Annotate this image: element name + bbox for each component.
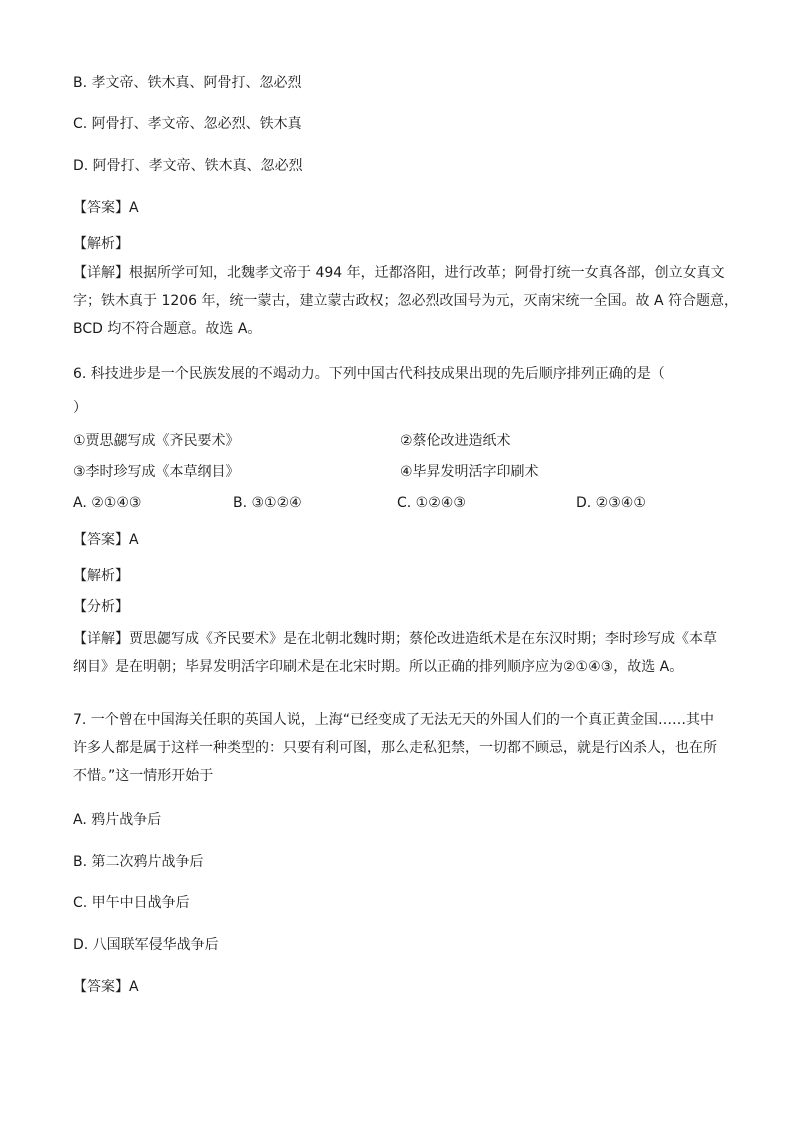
q5-option-d: D. 阿骨打、孝文帝、铁木真、忽必烈 — [73, 158, 303, 174]
q7-option-b: B. 第二次鸦片战争后 — [73, 854, 204, 870]
q6-item-4: ④毕昇发明活字印刷术 — [400, 464, 539, 480]
q5-option-b: B. 孝文帝、铁木真、阿骨打、忽必烈 — [73, 75, 302, 91]
q5-analysis-label: 【解析】 — [73, 236, 129, 252]
q7-answer: 【答案】A — [73, 979, 139, 995]
q7-option-c: C. 甲午中日战争后 — [73, 895, 190, 911]
q6-detail — [73, 625, 723, 681]
q5-answer: 【答案】A — [73, 200, 139, 216]
q6-fenxi-label: 【分析】 — [73, 599, 129, 615]
q6-stem: 6. 科技进步是一个民族发展的不竭动力。下列中国古代科技成果出现的先后顺序排列正确的是（ — [73, 366, 665, 382]
q6-choice-b: B. ③①②④ — [233, 495, 302, 511]
q6-items-row-2 — [73, 462, 723, 482]
q7-stem-line: 不惜。”这一情形开始于 — [73, 768, 214, 784]
q6-item-3: ③李时珍写成《本草纲目》 — [73, 464, 240, 480]
q6-item-2: ②蔡伦改进造纸术 — [400, 433, 511, 449]
q6-choice-d: D. ②③④① — [576, 495, 646, 511]
q7-option-d: D. 八国联军侵华战争后 — [73, 937, 219, 953]
q5-detail-line: 【详解】根据所学可知，北魏孝文帝于 494 年，迁都洛阳，进行改革；阿骨打统一女真各部，创立女真文 — [73, 265, 725, 281]
q6-detail-line: 【详解】贾思勰写成《齐民要术》是在北朝北魏时期；蔡伦改进造纸术是在东汉时期；李时珍写成《本草 — [73, 631, 717, 647]
q6-detail-line: 纲目》是在明朝；毕昇发明活字印刷术是在北宋时期。所以正确的排列顺序应为②①④③，故选 A。 — [73, 659, 684, 675]
q6-stem-close: ） — [73, 400, 87, 416]
q5-option-c: C. 阿骨打、孝文帝、忽必烈、铁木真 — [73, 116, 302, 132]
q5-detail-line: 字；铁木真于 1206 年，统一蒙古，建立蒙古政权；忽必烈改国号为元，灭南宋统一全国。故 A 符合题意， — [73, 293, 739, 309]
q6-items-row-1 — [73, 431, 723, 451]
q6-answer: 【答案】A — [73, 532, 139, 548]
q6-choice-a: A. ②①④③ — [73, 495, 142, 511]
q7-stem-line: 许多人都是属于这样一种类型的：只要有利可图，那么走私犯禁，一切都不顾忌，就是行凶杀人，也在所 — [73, 740, 717, 756]
q6-choice-c: C. ①②④③ — [397, 495, 466, 511]
q6-analysis-label: 【解析】 — [73, 568, 129, 584]
q5-detail — [73, 259, 739, 343]
q6-choices-row — [73, 493, 723, 513]
q6-item-1: ①贾思勰写成《齐民要术》 — [73, 433, 240, 449]
q5-detail-line: BCD 均不符合题意。故选 A。 — [73, 321, 262, 337]
q7-stem — [73, 706, 723, 790]
q7-stem-line: 7. 一个曾在中国海关任职的英国人说，上海“已经变成了无法无天的外国人们的一个真正黄金国……其中 — [73, 712, 715, 728]
q7-option-a: A. 鸦片战争后 — [73, 812, 162, 828]
